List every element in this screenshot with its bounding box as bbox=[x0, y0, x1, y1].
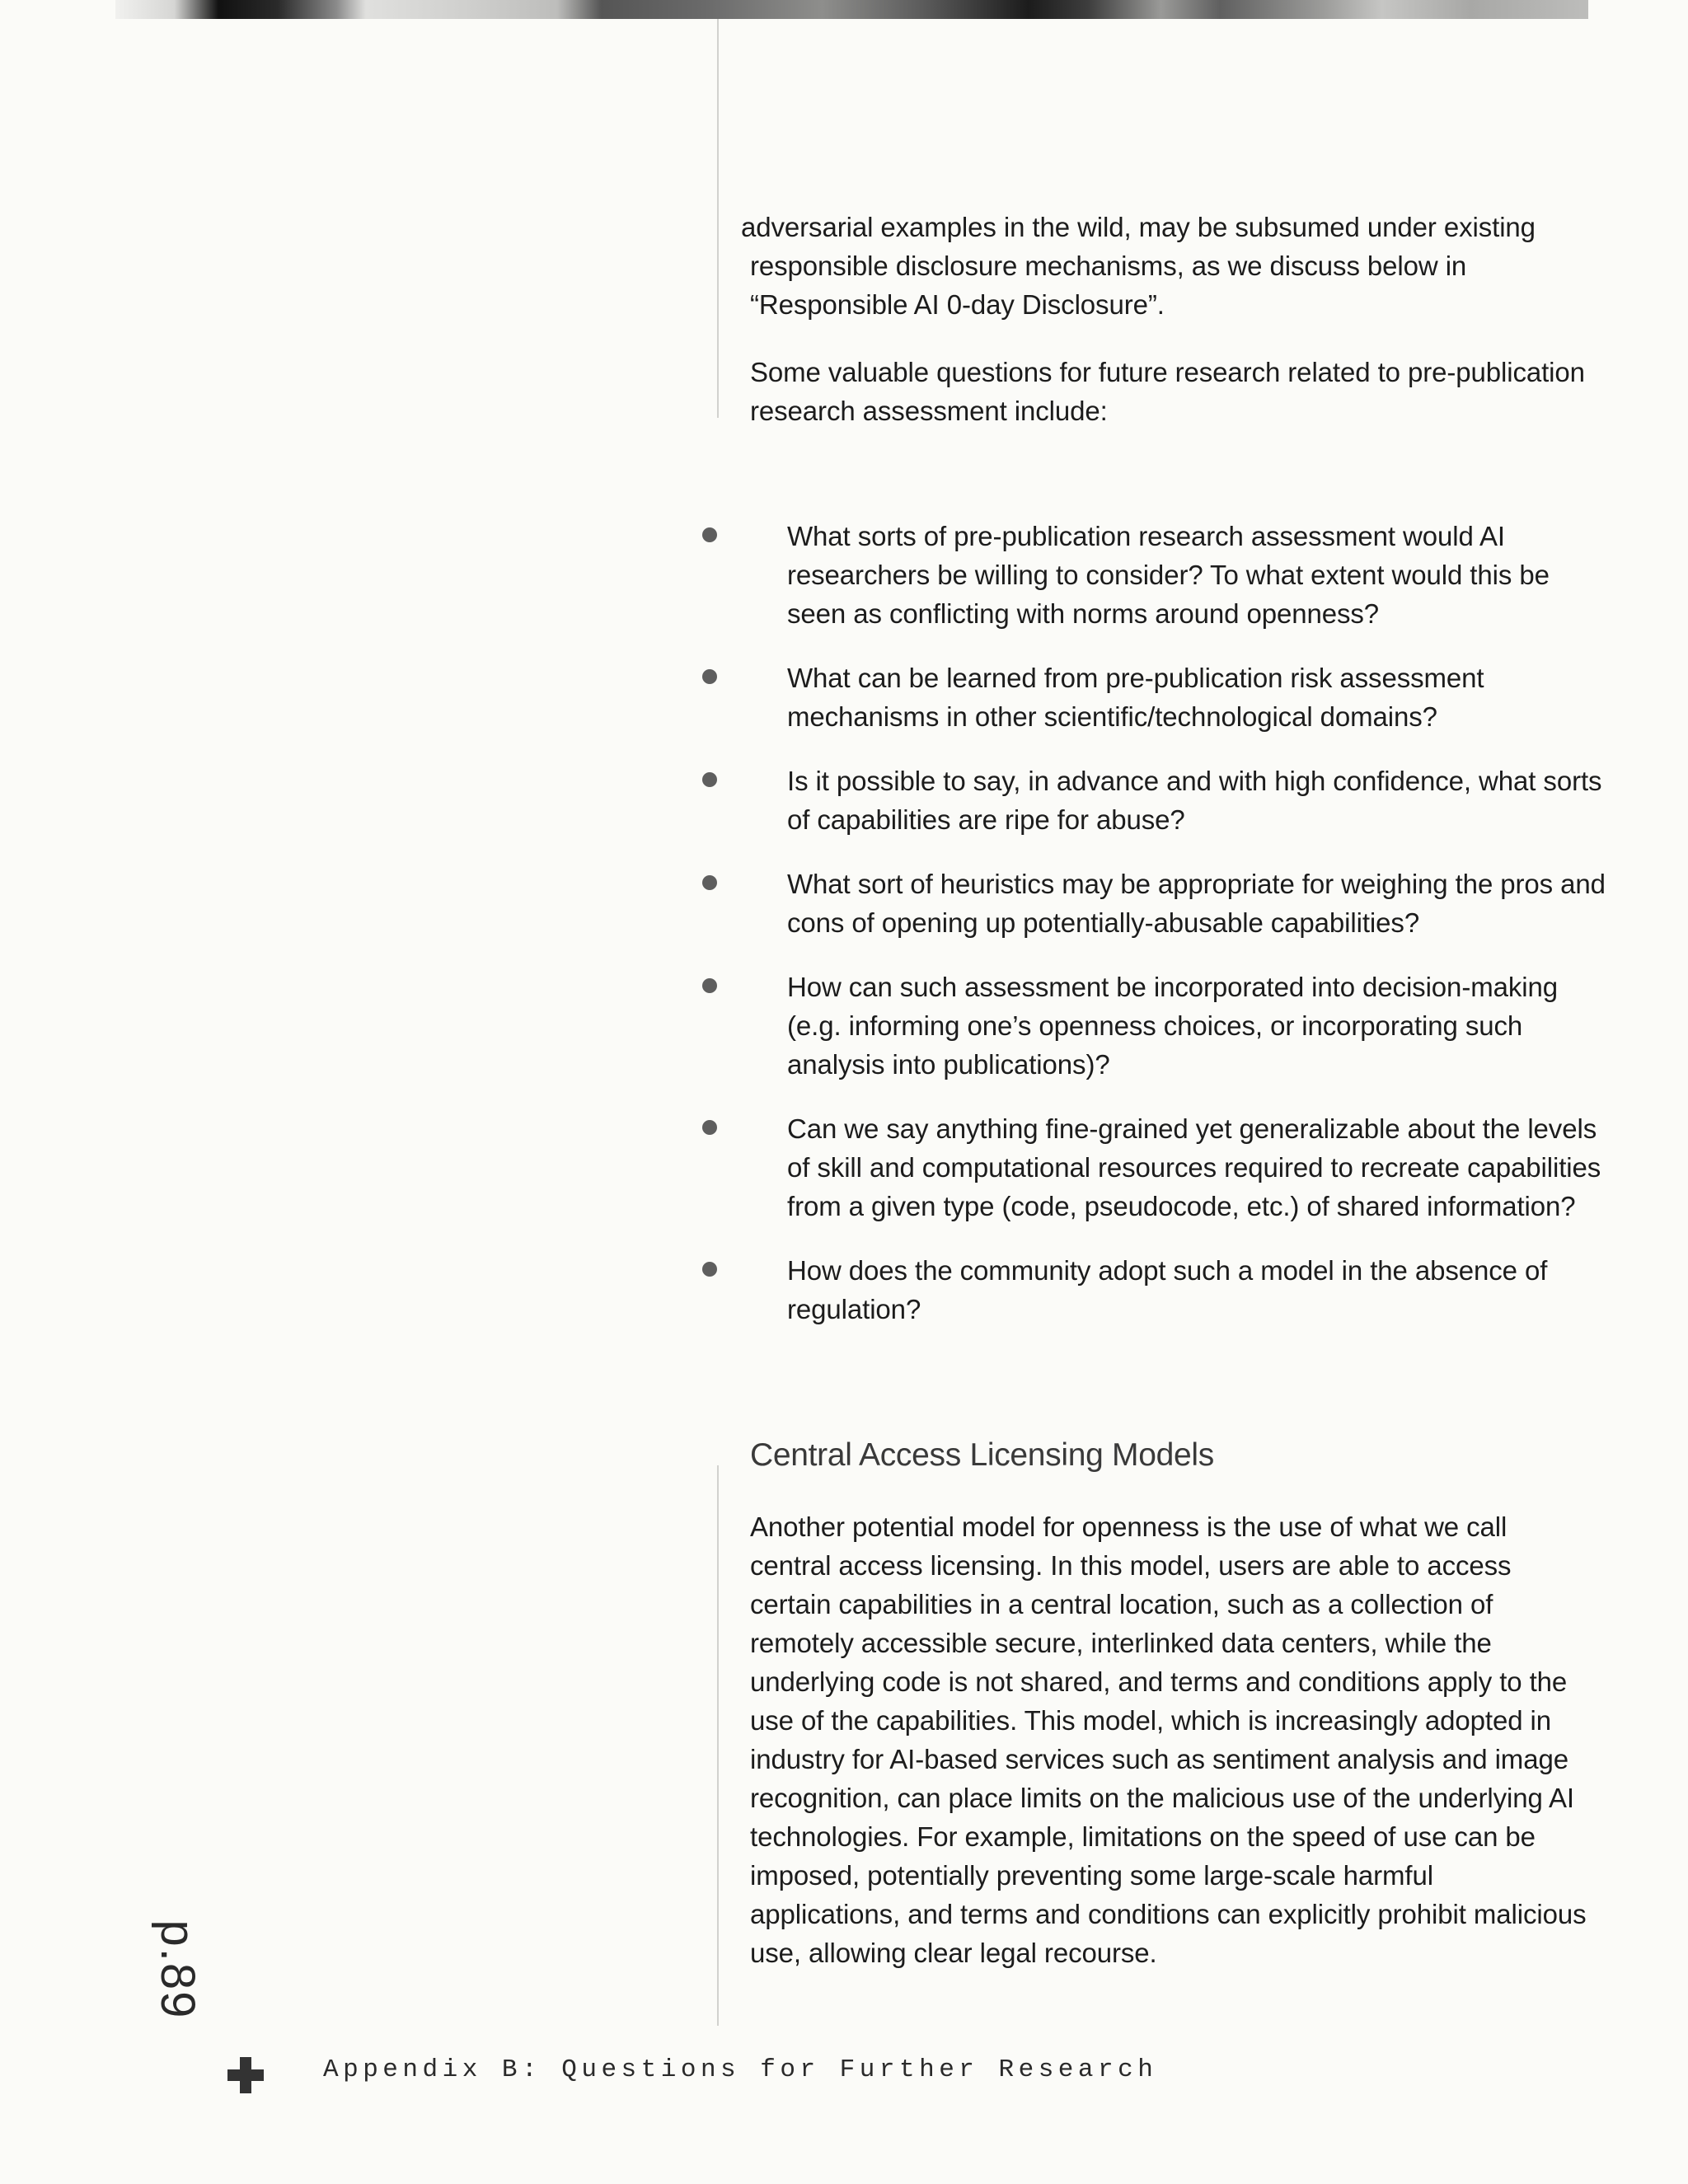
list-item-text: What sorts of pre-publication research assessment would AI researchers be willing to consider? To what extent would this be seen as conflicting with norms around openness? bbox=[787, 521, 1550, 629]
plus-icon bbox=[227, 2057, 264, 2093]
bullet-dot-icon bbox=[702, 772, 717, 787]
list-item bbox=[702, 762, 1609, 839]
section-heading: Central Access Licensing Models bbox=[750, 1437, 1214, 1473]
bullet-dot-icon bbox=[702, 527, 717, 542]
body-paragraph-intro: adversarial examples in the wild, may be subsumed under existing responsible disclosure mechanisms, as we discuss below in “Responsible AI 0-day Disclosure”. bbox=[741, 212, 1536, 320]
body-paragraph-central-access: Another potential model for openness is the use of what we call central access licensing. In this model, users are able to access certain capabilities in a central location, such as a collection of remotely accessible secure, interlinked data centers, while the underlying code is not shared, and terms and conditions apply to the use of the capabilities. This model, which is increasingly adopted in industry for AI-based services such as sentiment analysis and image recognition, can place limits on the malicious use of the underlying AI technologies. For example, limitations on the speed of use can be imposed, potentially preventing some large-scale harmful applications, and terms and conditions can explicitly prohibit malicious use, allowing clear legal recourse. bbox=[750, 1511, 1587, 1968]
column-rule-bottom bbox=[717, 1465, 719, 2026]
footer-section-label: Appendix B: Questions for Further Research bbox=[323, 2055, 1158, 2084]
list-item-text: What sort of heuristics may be appropriate for weighing the pros and cons of opening up potentially-abusable capabilities? bbox=[787, 869, 1606, 938]
list-item bbox=[702, 1251, 1609, 1329]
page-number: p.89 bbox=[151, 1919, 204, 2020]
list-item bbox=[702, 658, 1609, 736]
bullet-dot-icon bbox=[702, 978, 717, 993]
list-item bbox=[702, 968, 1609, 1084]
bullet-dot-icon bbox=[702, 1262, 717, 1277]
list-item bbox=[702, 517, 1609, 633]
body-paragraph-questions-lead: Some valuable questions for future research related to pre-publication research assessment include: bbox=[750, 357, 1585, 426]
list-item-text: Can we say anything fine-grained yet generalizable about the levels of skill and computational resources required to recreate capabilities from a given type (code, pseudocode, etc.) of shared information? bbox=[787, 1113, 1601, 1221]
list-item-text: How does the community adopt such a model in the absence of regulation? bbox=[787, 1255, 1548, 1324]
list-item-text: Is it possible to say, in advance and with high confidence, what sorts of capabilities are ripe for abuse? bbox=[787, 766, 1602, 835]
research-questions-list bbox=[702, 517, 1609, 1354]
column-rule-top bbox=[717, 19, 719, 418]
list-item bbox=[702, 1109, 1609, 1226]
bullet-dot-icon bbox=[702, 875, 717, 890]
header-gradient-bar bbox=[115, 0, 1588, 19]
bullet-dot-icon bbox=[702, 669, 717, 684]
list-item-text: What can be learned from pre-publication risk assessment mechanisms in other scientific/technological domains? bbox=[787, 663, 1484, 732]
bullet-dot-icon bbox=[702, 1120, 717, 1135]
list-item bbox=[702, 865, 1609, 942]
list-item-text: How can such assessment be incorporated into decision-making (e.g. informing one’s openness choices, or incorporating such analysis into publications)? bbox=[787, 972, 1558, 1080]
